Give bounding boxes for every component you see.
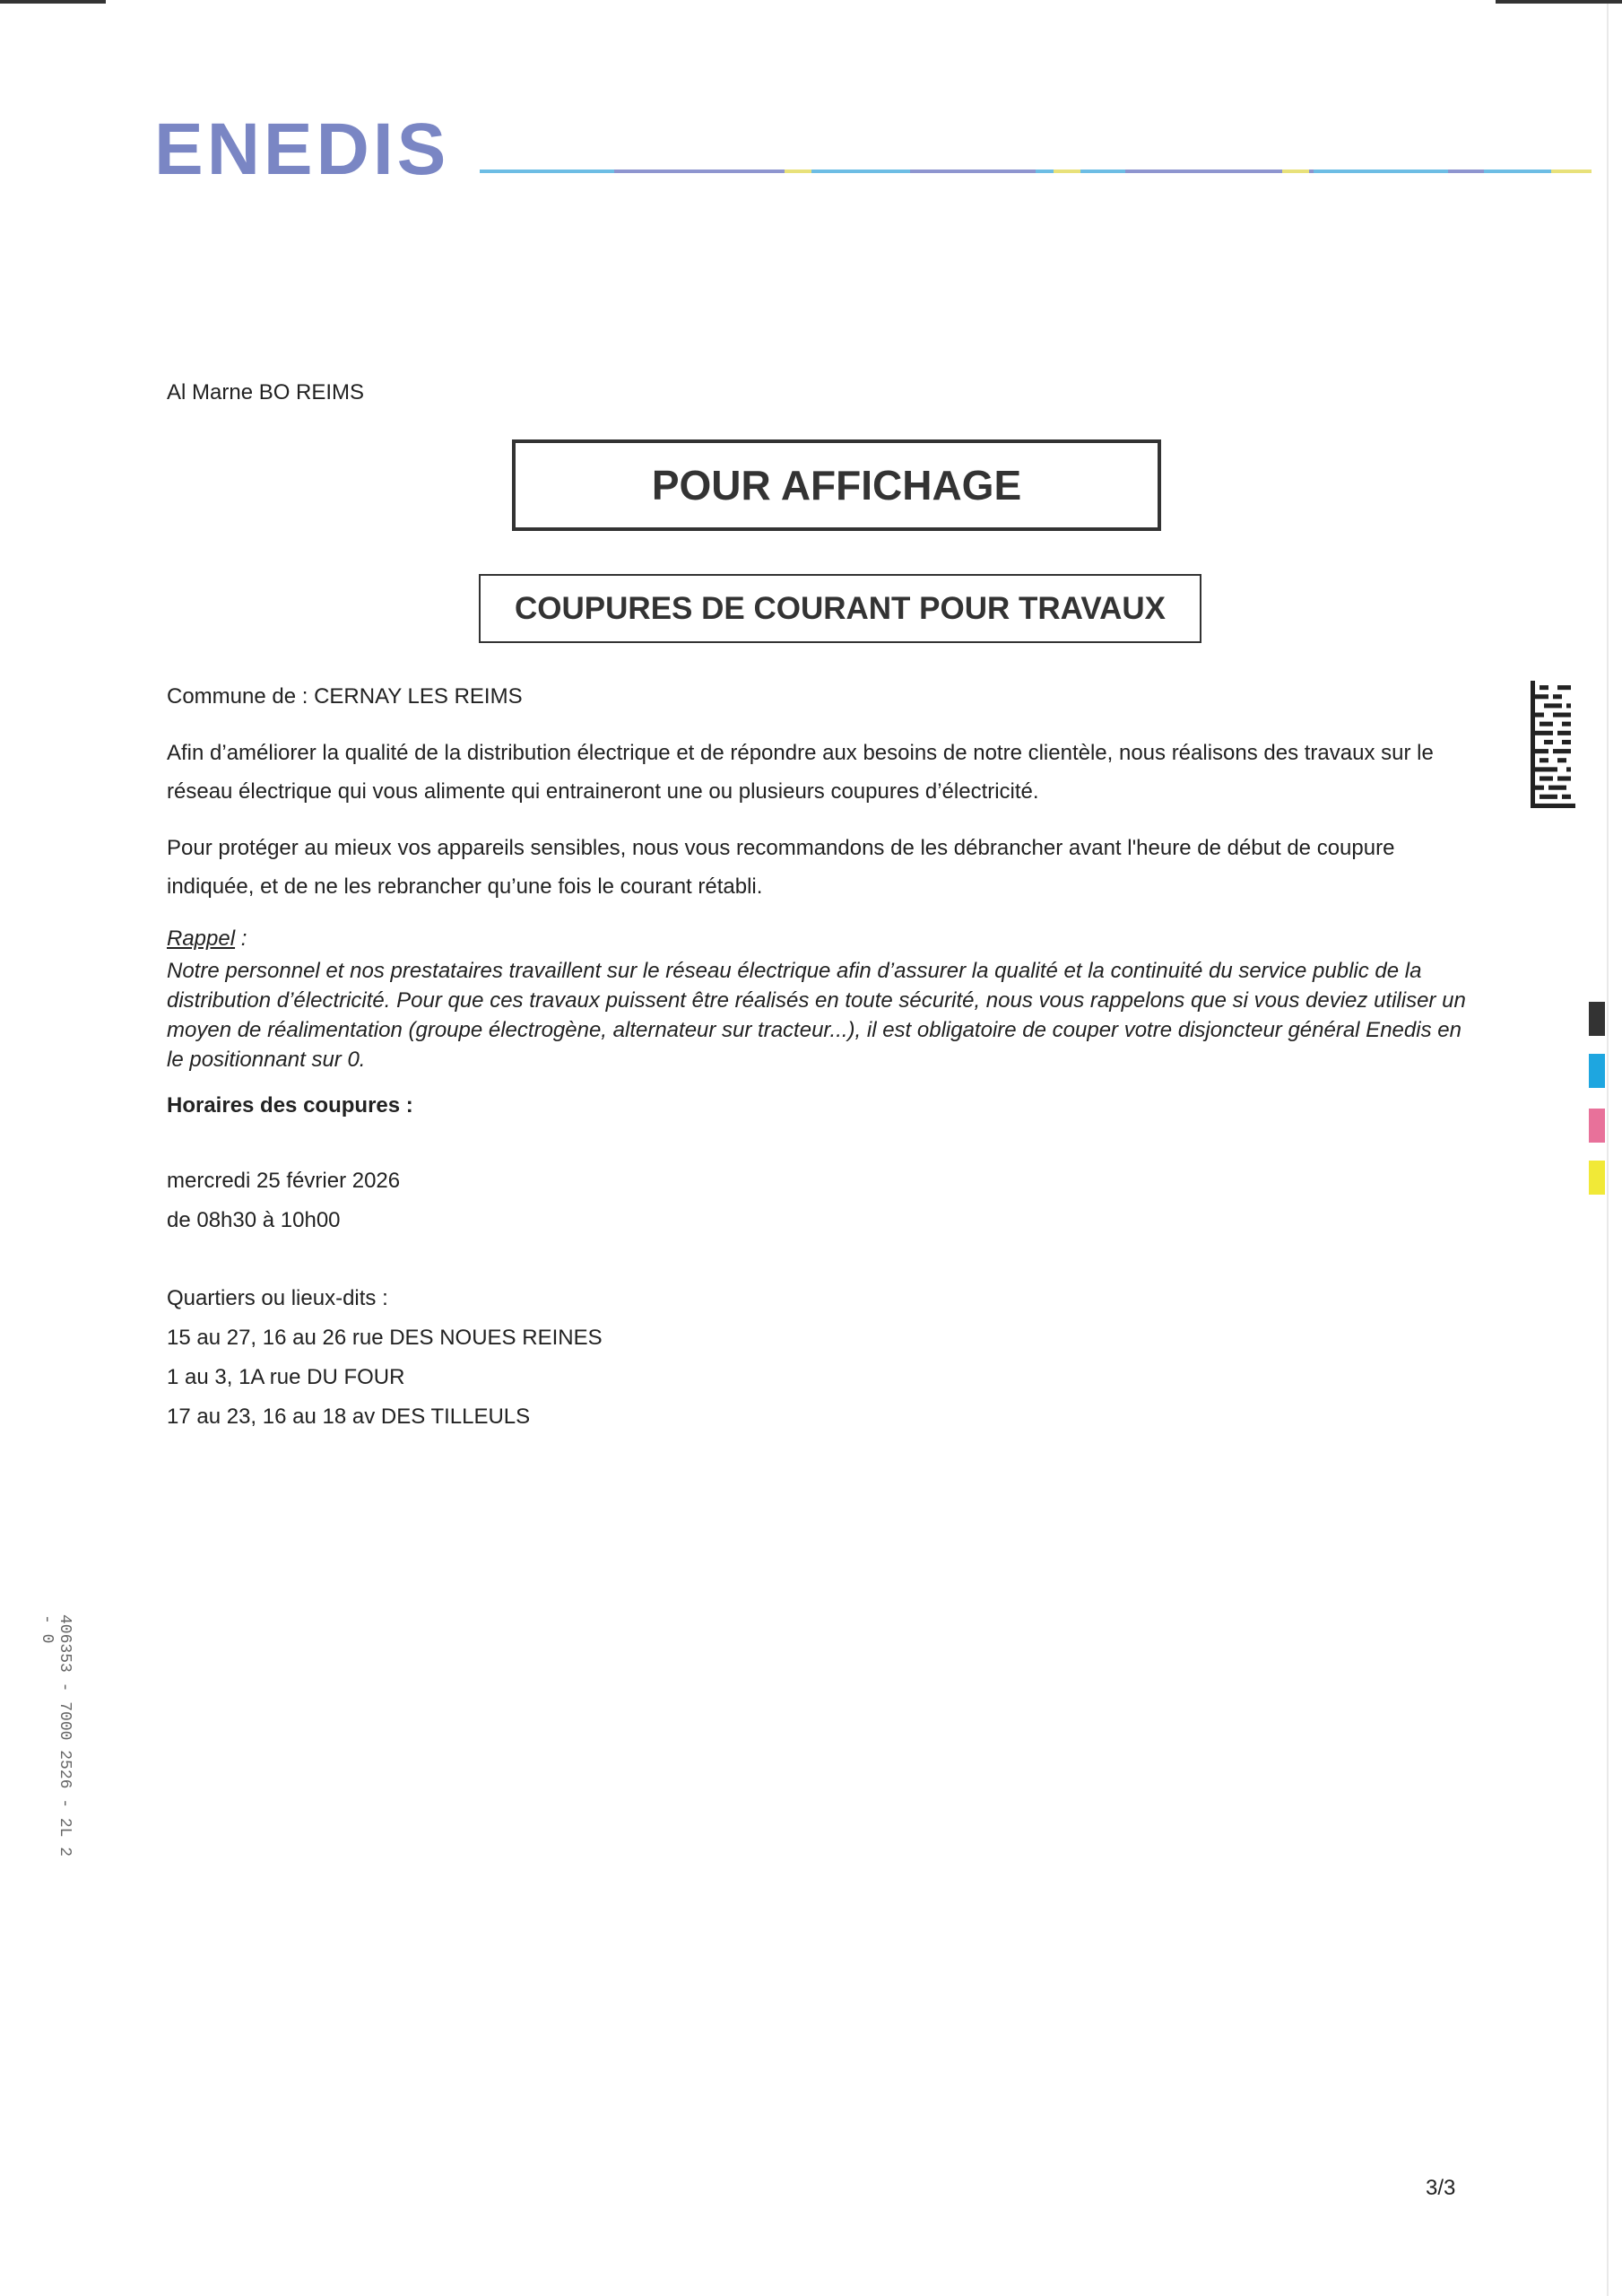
title-box [512,439,1161,531]
cmyk-mark-cyan [1589,1054,1605,1088]
subtitle-box [479,574,1201,643]
side-tracking-code: 406353 - 7000 2526 - 2L 2 - 0 [38,1614,74,1857]
cmyk-mark-black [1589,1002,1605,1036]
schedule-date: mercredi 25 février 2026 [167,1169,401,1193]
rappel-body: Notre personnel et nos prestataires travaillent sur le réseau électrique afin d’assurer la qualité et la continuité du service public de la distribution d’électricité. Pour que ces travaux puissent être réalisés en toute sécurité, nous vous rappelons que si vous deviez utiliser un moyen de réalimentation (groupe électrogène, alternateur sur tracteur...), il est obligatoire de couper votre disjoncteur général Enedis en le positionnant sur 0. [167,959,1466,1072]
rappel-colon: : [235,926,247,951]
page-number: 3/3 [1426,2176,1456,2200]
header-rule [480,170,1592,173]
cmyk-mark-magenta [1589,1109,1605,1143]
logo-text: ENEDIS [154,111,450,185]
location-item: 17 au 23, 16 au 18 av DES TILLEULS [167,1405,531,1429]
page-edge [1607,0,1609,2296]
enedis-logo [154,111,468,185]
intro-paragraph: Afin d’améliorer la qualité de la distribution électrique et de répondre aux besoins de notre clientèle, nous réalisons des travaux sur le réseau électrique qui vous alimente qui entraineront une ou plusieurs coupures d’électricité. [167,741,1434,804]
location-item: 1 au 3, 1A rue DU FOUR [167,1365,405,1389]
subtitle-text: COUPURES DE COURANT POUR TRAVAUX [515,590,1166,626]
datamatrix-code [1531,681,1575,808]
title-text: POUR AFFICHAGE [651,462,1022,509]
recipient: Al Marne BO REIMS [167,380,365,404]
corner-mark-left [0,0,106,4]
commune-line: Commune de : CERNAY LES REIMS [167,684,523,709]
cmyk-mark-yellow [1589,1161,1605,1195]
rappel-heading [167,928,247,950]
schedule-heading: Horaires des coupures : [167,1093,413,1118]
locations-heading: Quartiers ou lieux-dits : [167,1286,388,1310]
corner-mark-right [1496,0,1622,4]
location-item: 15 au 27, 16 au 26 rue DES NOUES REINES [167,1326,603,1350]
advice-paragraph: Pour protéger au mieux vos appareils sensibles, nous vous recommandons de les débrancher avant l'heure de début de coupure indiquée, et de ne les rebrancher qu’une fois le courant rétabli. [167,836,1395,899]
rappel-label: Rappel [167,926,236,951]
schedule-time: de 08h30 à 10h00 [167,1208,341,1232]
